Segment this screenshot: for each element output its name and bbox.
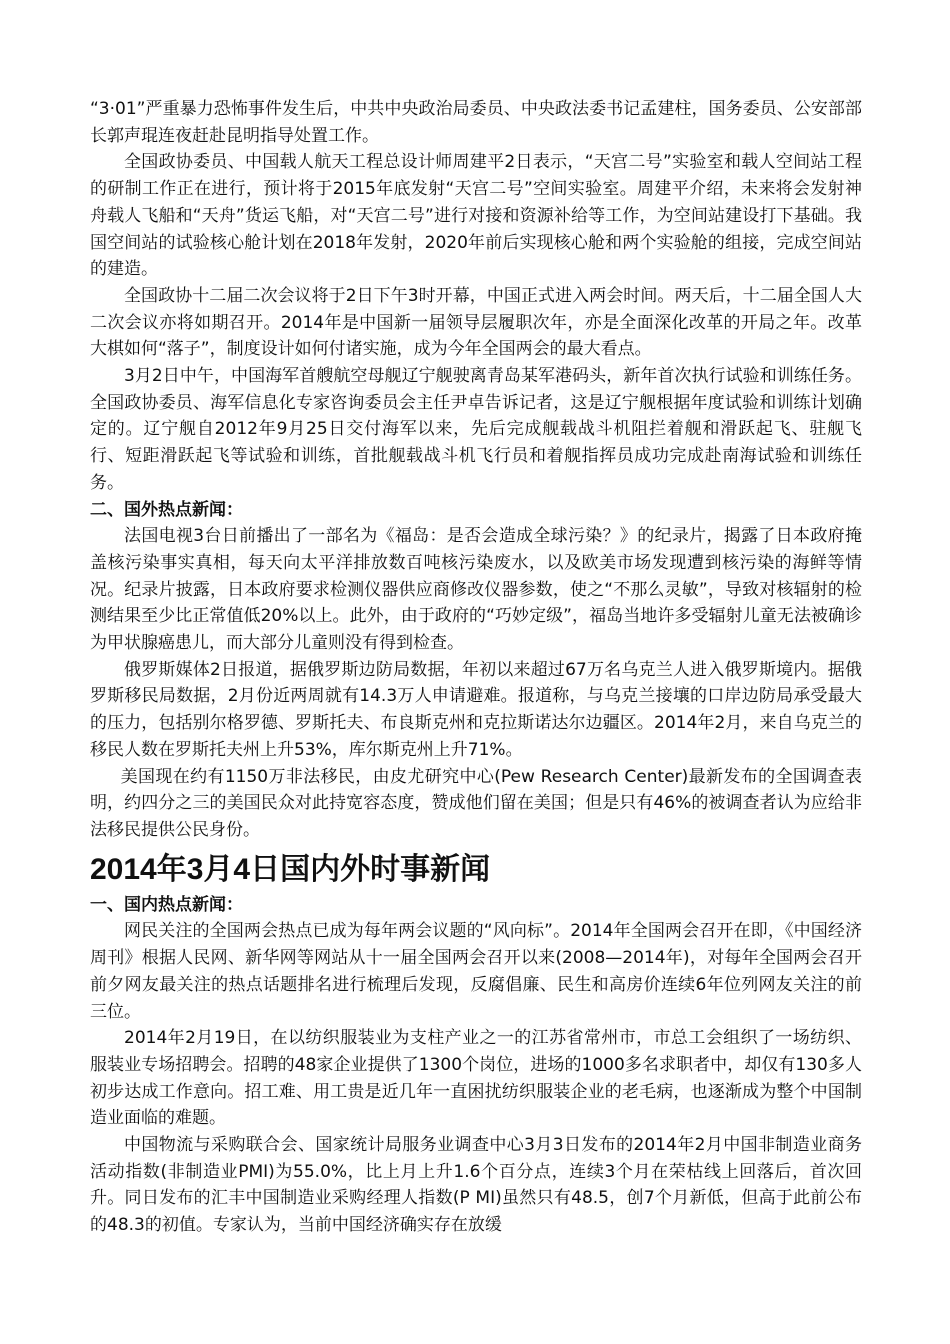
paragraph-changzhou-job-fair: 2014年2月19日，在以纺织服装业为支柱产业之一的江苏省常州市，市总工会组织了一场纺织、服装业专场招聘会。招聘的48家企业提供了1300个岗位，进场的1000多名求职者中，却仅有130多人初步达成工作意向。招工难、用工贵是近几年一直困扰纺织服装企业的老毛病，也逐渐成为整个中国制造业面临的难题。 bbox=[90, 1028, 862, 1129]
paragraph-fukushima: 法国电视3台日前播出了一部名为《福岛：是否会造成全球污染？》的纪录片，揭露了日本政府掩盖核污染事实真相，每天向太平洋排放数百吨核污染废水，以及欧美市场发现遭到核污染的海鲜等情况。纪录片披露，日本政府要求检测仪器供应商修改仪器参数，使之“不那么灵敏”，导致对核辐射的检测结果至少比正常值低20%以上。此外，由于政府的“巧妙定级”，福岛当地许多受辐射儿童无法被确诊为甲状腺癌患儿，而大部分儿童则没有得到检查。 bbox=[90, 526, 862, 654]
paragraph-ukraine-migrants: 俄罗斯媒体2日报道，据俄罗斯边防局数据，年初以来超过67万名乌克兰人进入俄罗斯境内。据俄罗斯移民局数据，2月份近两周就有14.3万人申请避难。报道称，与乌克兰接壤的口岸边防局承受最大的压力，包括别尔格罗德、罗斯托夫、布良斯克州和克拉斯诺达尔边疆区。2014年2月，来自乌克兰的移民人数在罗斯托夫州上升53%，库尔斯克州上升71%。 bbox=[90, 659, 862, 760]
paragraph-kunming-attack: “3·01”严重暴力恐怖事件发生后，中共中央政治局委员、中央政法委书记孟建柱，国务委员、公安部部长郭声琨连夜赶赴昆明指导处置工作。 bbox=[90, 99, 862, 146]
document-page bbox=[90, 96, 862, 1239]
paragraph-us-immigration: 美国现在约有1150万非法移民，由皮尤研究中心(Pew Research Center)最新发布的全国调查表明，约四分之三的美国民众对此持宽容态度，赞成他们留在美国；但是只有46%的被调查者认为应给非法移民提供公民身份。 bbox=[90, 766, 862, 840]
paragraph-liaoning-carrier: 3月2日中午，中国海军首艘航空母舰辽宁舰驶离青岛某军港码头，新年首次执行试验和训练任务。全国政协委员、海军信息化专家咨询委员会主任尹卓告诉记者，这是辽宁舰根据年度试验和训练计划确定的。辽宁舰自2012年9月25日交付海军以来，先后完成舰载战斗机阻拦着舰和滑跃起飞、驻舰飞行、短距滑跃起飞等试验和训练，首批舰载战斗机飞行员和着舰指挥员成功完成赴南海试验和训练任务。 bbox=[90, 366, 862, 493]
page-title: 2014年3月4日国内外时事新闻 bbox=[90, 852, 491, 886]
paragraph-netizen-hotspots: 网民关注的全国两会热点已成为每年两会议题的“风向标”。2014年全国两会召开在即，《中国经济周刊》根据人民网、新华网等网站从十一届全国两会召开以来(2008—2014年)，对每年全国两会召开前夕网友最关注的热点话题排名进行梳理后发现，反腐倡廉、民生和高房价连续6年位列网友关注的前三位。 bbox=[90, 921, 862, 1022]
section-heading-domestic: 一、国内热点新闻： bbox=[90, 894, 243, 915]
paragraph-two-sessions: 全国政协十二届二次会议将于2日下午3时开幕，中国正式进入两会时间。两天后，十二届全国人大二次会议亦将如期召开。2014年是中国新一届领导层履职次年，亦是全面深化改革的开局之年。改革大棋如何“落子”，制度设计如何付诸实施，成为今年全国两会的最大看点。 bbox=[90, 285, 862, 360]
paragraph-pmi: 中国物流与采购联合会、国家统计局服务业调查中心3月3日发布的2014年2月中国非制造业商务活动指数(非制造业PMI)为55.0%，比上月上升1.6个百分点，连续3个月在荣枯线上回落后，首次回升。同日发布的汇丰中国制造业采购经理人指数(P MI)虽然只有48.5，创7个月新低，但高于此前公布的48.3的初值。专家认为，当前中国经济确实存在放缓 bbox=[90, 1135, 862, 1236]
section-heading-international: 二、国外热点新闻： bbox=[90, 499, 243, 520]
paragraph-tiangong: 全国政协委员、中国载人航天工程总设计师周建平2日表示，“天宫二号”实验室和载人空间站工程的研制工作正在进行，预计将于2015年底发射“天宫二号”空间实验室。周建平介绍，未来将会发射神舟载人飞船和“天舟”货运飞船，对“天宫二号”进行对接和资源补给等工作，为空间站建设打下基础。我国空间站的试验核心舱计划在2018年发射，2020年前后实现核心舱和两个实验舱的组接，完成空间站的建造。 bbox=[90, 152, 862, 280]
